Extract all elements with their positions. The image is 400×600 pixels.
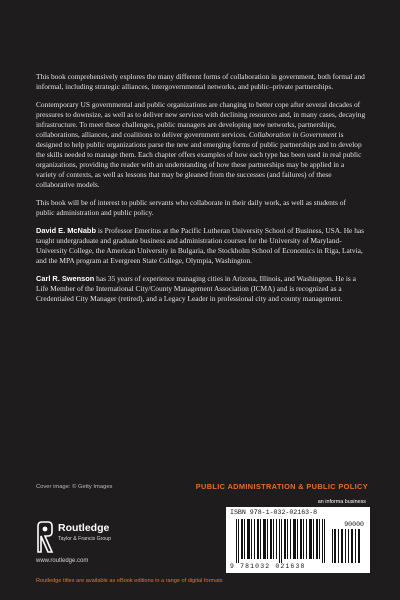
barcode <box>226 507 370 573</box>
publisher-name: Routledge <box>58 522 110 534</box>
informa-tagline: an informa business <box>317 499 366 505</box>
series-title: PUBLIC ADMINISTRATION & PUBLIC POLICY <box>195 482 368 491</box>
publisher-group: Taylor & Francis Group <box>58 536 112 542</box>
blurb <box>36 72 366 312</box>
author-name-1: David E. McNabb <box>36 226 96 235</box>
book-title: Collaboration in Government <box>248 130 337 139</box>
ebook-note: Routledge titles are available as eBook editions in a range of digital formats <box>36 578 223 584</box>
author-bio-1: David E. McNabb is Professor Emeritus at the Pacific Lutheran University School of Business, USA. He has taught undergraduate and graduate business and administration courses for the University of Maryland-University College, the American University in Bulgaria, the Stockholm School of Economics in Riga, Latvia, and the MPA program at Evergreen State College, Olympia, Washington. <box>36 226 365 265</box>
author-name-2: Carl R. Swenson <box>36 274 95 283</box>
author-bio-2: Carl R. Swenson has 35 years of experience managing cities in Arizona, Illinois, and Washington. He is a Life Member of the International City/County Management Association (ICMA) and is recognized as a Credentialed City Manager (retired), and a Legacy Leader in professional city and county management. <box>36 274 356 303</box>
blurb-paragraph-3: This book will be of interest to public servants who collaborate in their daily work, as well as students of public administration and public policy. <box>36 198 346 217</box>
addon-barcode-bars <box>332 529 362 563</box>
cover-credit: Cover image: © Getty Images <box>36 484 113 490</box>
routledge-logo-icon <box>36 520 54 554</box>
blurb-paragraph-2: Contemporary US governmental and public organizations are changing to better cope after several decades of pressures to downsize, as well as to deliver new services with declining resources and, in many cases, decaying infrastructure. To meet these challenges, public managers are developing new networks, partnerships, collaborations, alliances, and coalitions to deliver government services. Collaboration in Government is designed to help public organizations parse the new and emerging forms of public partnerships and to develop the skills needed to manage them. Each chapter offers examples of how each type has been used in real public organizations, providing the reader with an understanding of how these partnerships may be applied in a variety of contexts, as well as lessons that may be gleaned from the successes (and failures) of these collaborative models. <box>36 100 366 189</box>
barcode-bars <box>236 519 328 563</box>
blurb-paragraph-1: This book comprehensively explores the many different forms of collaboration in government, both formal and informal, including strategic alliances, intergovernmental networks, and public–private partnerships. <box>36 72 365 91</box>
website-link[interactable]: www.routledge.com <box>36 558 89 564</box>
barcode-number: 9 781032 021638 <box>230 563 306 570</box>
isbn-text: ISBN 978-1-032-02163-8 <box>230 509 318 516</box>
price-code: 90000 <box>344 521 364 528</box>
